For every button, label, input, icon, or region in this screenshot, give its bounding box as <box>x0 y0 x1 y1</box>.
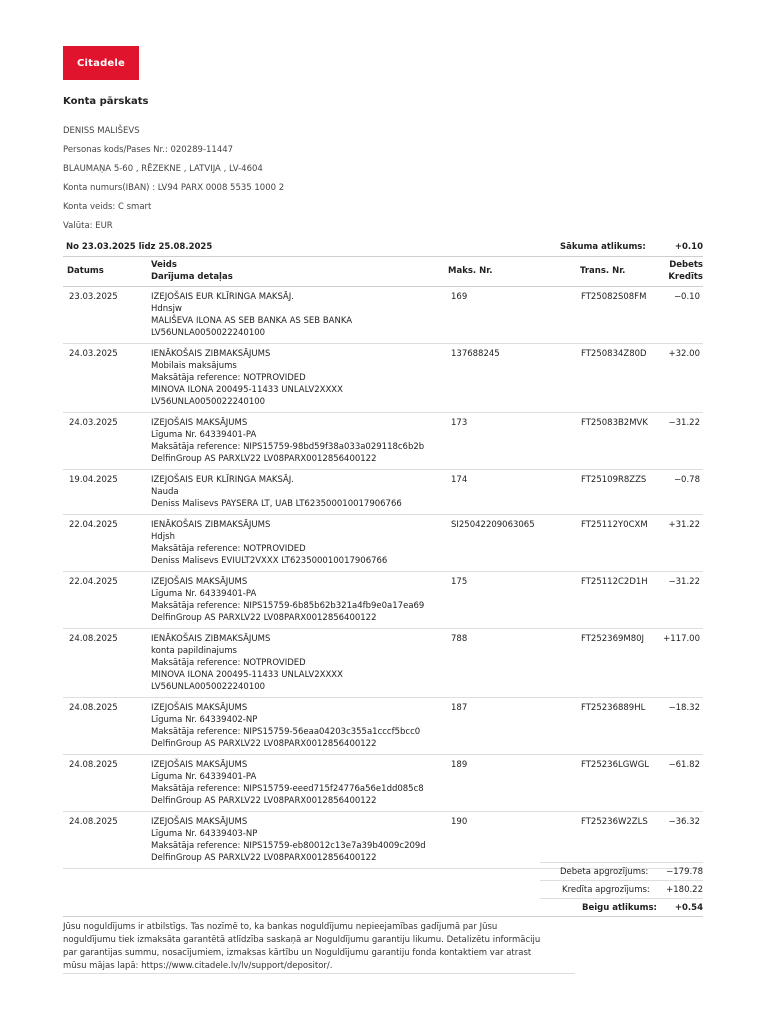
payment-number: 788 <box>451 634 468 644</box>
transaction-date: 19.04.2025 <box>69 475 118 485</box>
transaction-date: 22.04.2025 <box>69 577 118 587</box>
transaction-details <box>151 702 420 750</box>
detail-line: DelfinGroup AS PARXLV22 LV08PARX0012856400122 <box>151 739 377 749</box>
transaction-amount: −61.82 <box>668 760 700 770</box>
account-type: Konta veids: C smart <box>63 202 152 212</box>
detail-line: Līguma Nr. 64339401-PA <box>151 430 257 440</box>
header-type: Veids <box>151 260 177 270</box>
detail-line: Līguma Nr. 64339401-PA <box>151 772 257 782</box>
statement-period: No 23.03.2025 līdz 25.08.2025 <box>66 242 213 252</box>
payment-number: 174 <box>451 475 468 485</box>
footer-bottom-divider <box>63 973 575 974</box>
transactions-table <box>63 287 703 869</box>
payment-number: 187 <box>451 703 468 713</box>
account-iban: Konta numurs(IBAN) : LV94 PARX 0008 5535 1000 2 <box>63 183 285 193</box>
detail-line: Maksātāja reference: NOTPROVIDED <box>151 373 306 383</box>
deposit-guarantee-notice <box>63 921 563 973</box>
transaction-date: 24.03.2025 <box>69 349 118 359</box>
transaction-number: FT250834Z80D <box>581 349 647 359</box>
header-debit: Debets <box>669 260 703 270</box>
detail-line: Deniss Malisevs PAYSERA LT, UAB LT623500010017906766 <box>151 499 402 509</box>
detail-line: IENĀKOŠAIS ZIBMAKSĀJUMS <box>151 349 271 359</box>
detail-line: Maksātāja reference: NIPS15759-56eaa04203c355a1cccf5bcc0 <box>151 727 421 737</box>
detail-line: IZEJOŠAIS MAKSĀJUMS <box>151 817 248 827</box>
debit-turnover-value: −179.78 <box>666 867 703 877</box>
table-row <box>63 470 703 515</box>
credit-turnover-label: Kredīta apgrozījums: <box>562 885 650 895</box>
transaction-amount: −31.22 <box>668 418 700 428</box>
transaction-details <box>151 633 343 693</box>
opening-balance-value: +0.10 <box>674 242 703 252</box>
detail-line: IZEJOŠAIS MAKSĀJUMS <box>151 760 248 770</box>
detail-line: LV56UNLA0050022240100 <box>151 682 266 692</box>
summary-divider <box>540 898 703 899</box>
personal-code: Personas kods/Pases Nr.: 020289-11447 <box>63 145 234 155</box>
table-row <box>63 287 703 344</box>
detail-line: Hdjsh <box>151 532 175 542</box>
detail-line: DelfinGroup AS PARXLV22 LV08PARX0012856400122 <box>151 853 377 863</box>
detail-line: IZEJOŠAIS MAKSĀJUMS <box>151 577 248 587</box>
detail-line: Līguma Nr. 64339402-NP <box>151 715 258 725</box>
customer-name: DENISS MALIŠEVS <box>63 126 140 136</box>
transaction-details <box>151 348 343 408</box>
footer-top-divider <box>63 916 703 917</box>
notice-line: Jūsu noguldījums ir atbilstīgs. Tas nozīmē to, ka bankas noguldījumu nepieejamības gadījumā par Jūsu <box>63 922 498 932</box>
notice-line: mūsu mājas lapā: https://www.citadele.lv/lv/support/depositor/. <box>63 961 333 971</box>
table-row <box>63 629 703 698</box>
header-maks: Maks. Nr. <box>448 266 493 276</box>
transaction-details <box>151 417 424 465</box>
transaction-amount: −18.32 <box>668 703 700 713</box>
transaction-number: FT25082S08FM <box>581 292 647 302</box>
payment-number: 137688245 <box>451 349 500 359</box>
detail-line: MINOVA ILONA 200495-11433 UNLALV2XXXX <box>151 385 343 395</box>
credit-turnover-value: +180.22 <box>666 885 703 895</box>
transaction-date: 24.08.2025 <box>69 817 118 827</box>
table-row <box>63 413 703 470</box>
transaction-details <box>151 291 352 339</box>
customer-address: BLAUMAŅA 5-60 , RĒZEKNE , LATVIJA , LV-4604 <box>63 164 263 174</box>
payment-number: 173 <box>451 418 468 428</box>
detail-line: Maksātāja reference: NOTPROVIDED <box>151 544 306 554</box>
transaction-date: 24.08.2025 <box>69 760 118 770</box>
table-row <box>63 515 703 572</box>
transaction-number: FT25236889HL <box>581 703 646 713</box>
transaction-number: FT25109R8ZZS <box>581 475 647 485</box>
header-top-divider <box>63 256 703 257</box>
payment-number: 169 <box>451 292 468 302</box>
detail-line: IZEJOŠAIS EUR KLĪRINGA MAKSĀJ. <box>151 292 294 302</box>
logo-text: Citadele <box>76 57 126 69</box>
detail-line: Līguma Nr. 64339403-NP <box>151 829 258 839</box>
detail-line: LV56UNLA0050022240100 <box>151 328 266 338</box>
table-row <box>63 572 703 629</box>
debit-turnover-label: Debeta apgrozījums: <box>560 867 649 877</box>
transaction-details <box>151 474 402 510</box>
closing-balance-label: Beigu atlikums: <box>582 903 657 913</box>
transaction-date: 24.08.2025 <box>69 634 118 644</box>
detail-line: MINOVA ILONA 200495-11433 UNLALV2XXXX <box>151 670 343 680</box>
detail-line: Maksātāja reference: NIPS15759-6b85b62b321a4fb9e0a17ea69 <box>151 601 425 611</box>
detail-line: Mobilais maksājums <box>151 361 237 371</box>
header-type-details <box>151 259 233 283</box>
transaction-date: 22.04.2025 <box>69 520 118 530</box>
detail-line: DelfinGroup AS PARXLV22 LV08PARX0012856400122 <box>151 454 377 464</box>
detail-line: Līguma Nr. 64339401-PA <box>151 589 257 599</box>
detail-line: DelfinGroup AS PARXLV22 LV08PARX0012856400122 <box>151 613 377 623</box>
header-date: Datums <box>67 266 104 276</box>
detail-line: MALIŠEVA ILONA AS SEB BANKA AS SEB BANKA <box>151 316 353 326</box>
detail-line: Maksātāja reference: NIPS15759-eeed715f24776a56e1dd085c8 <box>151 784 424 794</box>
notice-line: par garantijas summu, nosacījumiem, izmaksas kārtību un Noguldījumu garantiju fonda kontaktiem var atrast <box>63 948 532 958</box>
detail-line: Nauda <box>151 487 179 497</box>
detail-line: IZEJOŠAIS MAKSĀJUMS <box>151 703 248 713</box>
detail-line: konta papildinajums <box>151 646 237 656</box>
payment-number: 175 <box>451 577 468 587</box>
detail-line: Deniss Malisevs EVIULT2VXXX LT623500010017906766 <box>151 556 388 566</box>
citadele-logo <box>63 46 139 80</box>
header-debit-credit <box>668 259 703 283</box>
account-currency: Valūta: EUR <box>63 221 113 231</box>
transaction-details <box>151 519 387 567</box>
table-row <box>63 698 703 755</box>
transaction-amount: −0.10 <box>673 292 700 302</box>
transaction-details <box>151 759 424 807</box>
page-title: Konta pārskats <box>63 96 149 107</box>
summary-divider <box>540 880 703 881</box>
detail-line: Maksātāja reference: NOTPROVIDED <box>151 658 306 668</box>
payment-number: SI25042209063065 <box>451 520 535 530</box>
header-credit: Kredīts <box>668 272 703 282</box>
transaction-number: FT25236W2ZLS <box>581 817 648 827</box>
transaction-date: 23.03.2025 <box>69 292 118 302</box>
opening-balance-label: Sākuma atlikums: <box>560 242 646 252</box>
header-details: Darījuma detaļas <box>151 272 233 282</box>
table-row <box>63 755 703 812</box>
transaction-amount: +32.00 <box>668 349 700 359</box>
transaction-amount: +117.00 <box>663 634 700 644</box>
summary-divider <box>540 862 703 863</box>
transaction-date: 24.03.2025 <box>69 418 118 428</box>
payment-number: 190 <box>451 817 468 827</box>
detail-line: Maksātāja reference: NIPS15759-98bd59f38a033a029118c6b2b <box>151 442 425 452</box>
transaction-date: 24.08.2025 <box>69 703 118 713</box>
transaction-details <box>151 576 424 624</box>
customer-info <box>63 124 284 238</box>
table-row <box>63 812 703 869</box>
table-row <box>63 344 703 413</box>
transaction-details <box>151 816 426 864</box>
transaction-number: FT25112C2D1H <box>581 577 648 587</box>
transaction-number: FT25236LGWGL <box>581 760 650 770</box>
transaction-amount: −36.32 <box>668 817 700 827</box>
detail-line: IZEJOŠAIS EUR KLĪRINGA MAKSĀJ. <box>151 475 294 485</box>
transaction-amount: −31.22 <box>668 577 700 587</box>
detail-line: IENĀKOŠAIS ZIBMAKSĀJUMS <box>151 634 271 644</box>
payment-number: 189 <box>451 760 468 770</box>
transaction-number: FT252369M80J <box>581 634 645 644</box>
header-trans: Trans. Nr. <box>580 266 626 276</box>
detail-line: Hdnsjw <box>151 304 182 314</box>
detail-line: IENĀKOŠAIS ZIBMAKSĀJUMS <box>151 520 271 530</box>
detail-line: IZEJOŠAIS MAKSĀJUMS <box>151 418 248 428</box>
notice-line: noguldījumu tiek izmaksāta garantētā atlīdzība saskaņā ar Noguldījumu garantiju likumu. Detalizētu informāciju <box>63 935 541 945</box>
transaction-number: FT25083B2MVK <box>581 418 648 428</box>
detail-line: Maksātāja reference: NIPS15759-eb80012c13e7a39b4009c209d <box>151 841 426 851</box>
closing-balance-value: +0.54 <box>674 903 703 913</box>
transaction-number: FT25112Y0CXM <box>581 520 648 530</box>
detail-line: LV56UNLA0050022240100 <box>151 397 266 407</box>
transaction-amount: +31.22 <box>668 520 700 530</box>
detail-line: DelfinGroup AS PARXLV22 LV08PARX0012856400122 <box>151 796 377 806</box>
transaction-amount: −0.78 <box>673 475 700 485</box>
